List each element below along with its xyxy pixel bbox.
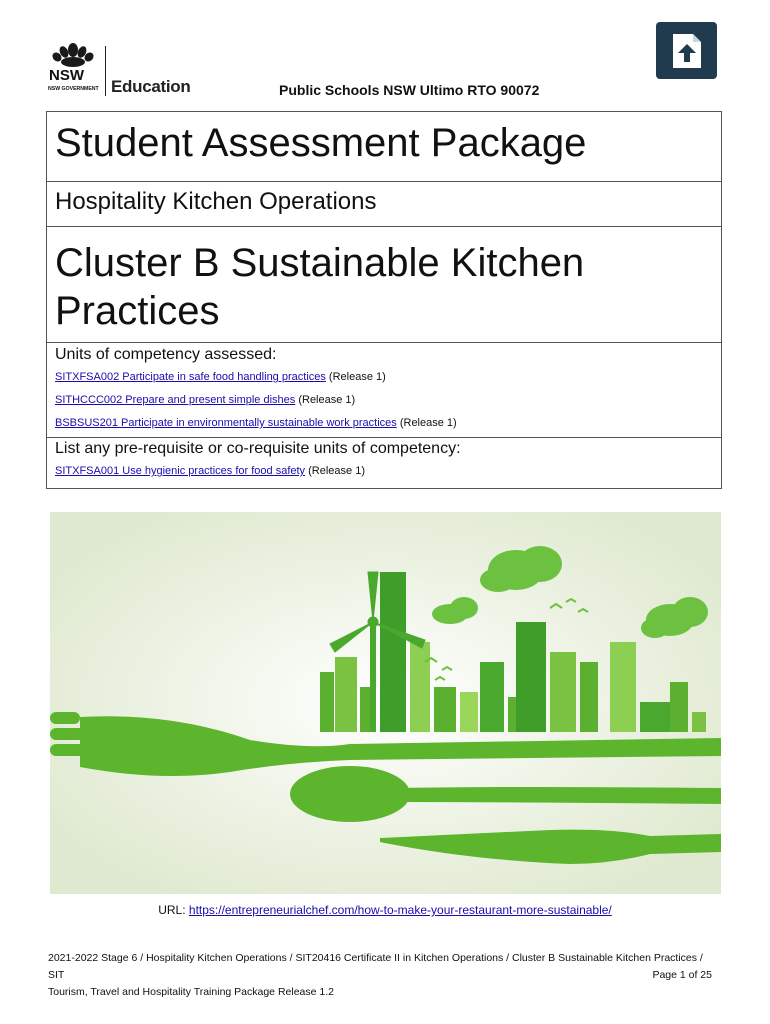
source-link[interactable]: https://entrepreneurialchef.com/how-to-make-your-restaurant-more-sustainable/ [188, 903, 612, 917]
green-city-illustration [50, 512, 721, 894]
rto-header: Public Schools NSW Ultimo RTO 90072 [279, 82, 540, 98]
units-label: Units of competency assessed: [55, 346, 277, 363]
upload-file-icon [669, 32, 705, 70]
nsw-education-logo [47, 42, 207, 100]
assessment-cover-table [46, 111, 722, 489]
unit-release: (Release 1) [325, 371, 386, 383]
unit-link[interactable]: SITHCCC002 Prepare and present simple dishes [55, 394, 296, 406]
unit-link[interactable]: SITXFSA002 Participate in safe food handling practices [55, 371, 326, 383]
svg-text:NSW: NSW [49, 67, 84, 84]
unit-release: (Release 1) [295, 394, 356, 406]
sustainable-city-cutlery-image [50, 512, 721, 894]
page-footer [48, 950, 718, 1001]
unit-item [55, 370, 713, 384]
qualification-name: Hospitality Kitchen Operations [47, 182, 721, 227]
svg-text:NSW GOVERNMENT: NSW GOVERNMENT [48, 86, 99, 92]
cluster-title: Cluster B Sustainable Kitchen Practices [47, 227, 721, 343]
unit-item [55, 416, 713, 430]
url-label: URL: [158, 903, 189, 917]
prereq-section [47, 438, 721, 488]
footer-line-1: 2021-2022 Stage 6 / Hospitality Kitchen Operations / SIT20416 Certificate II in Kitchen Operations / Cluster B Sustainable Kitchen Practices / SIT [48, 952, 703, 981]
prereq-item [55, 464, 713, 478]
prereq-link[interactable]: SITXFSA001 Use hygienic practices for food safety [55, 465, 306, 477]
waratah-logo-icon [47, 42, 99, 98]
unit-item [55, 393, 713, 407]
prereq-label: List any pre-requisite or co-requisite units of competency: [55, 440, 461, 457]
footer-line-2: Tourism, Travel and Hospitality Training Package Release 1.2 [48, 986, 334, 998]
prereq-release: (Release 1) [305, 465, 365, 477]
logo-text: Education [111, 77, 191, 96]
units-section [47, 343, 721, 438]
unit-link[interactable]: BSBSUS201 Participate in environmentally sustainable work practices [55, 417, 397, 429]
document-title: Student Assessment Package [47, 112, 721, 182]
image-source-url [0, 903, 770, 917]
unit-release: (Release 1) [396, 417, 457, 429]
page-number: Page 1 of 25 [652, 969, 712, 981]
upload-button[interactable] [656, 22, 717, 79]
logo-divider [105, 46, 106, 96]
